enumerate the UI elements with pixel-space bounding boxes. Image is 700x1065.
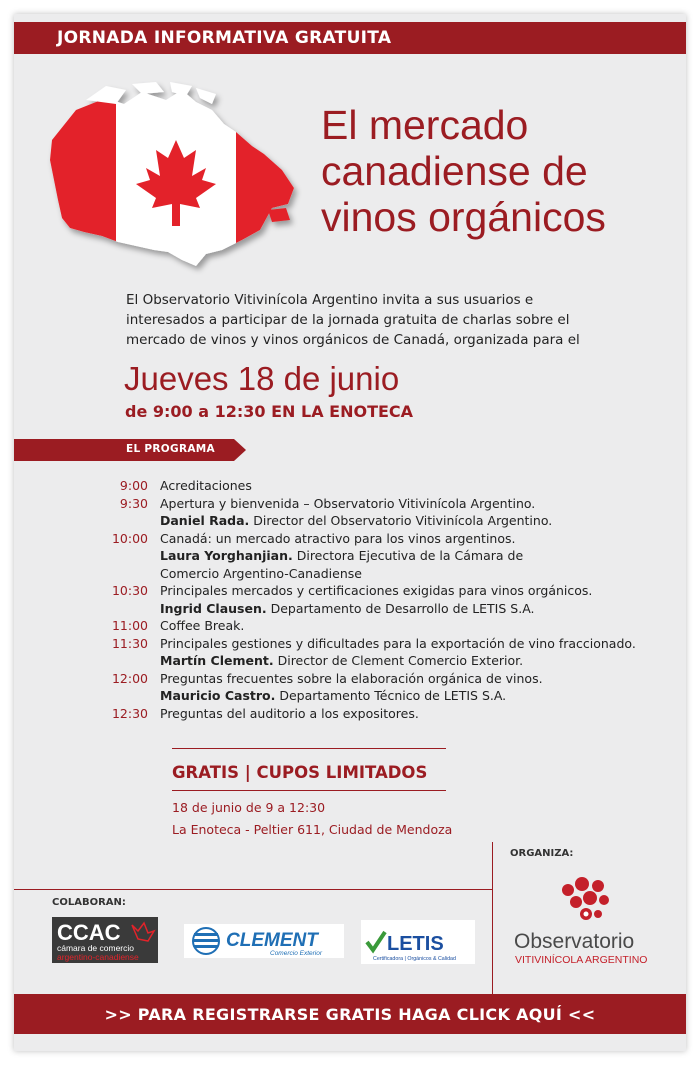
header-banner xyxy=(14,22,686,54)
speaker-name: Ingrid Clausen. xyxy=(160,600,267,616)
program-row xyxy=(104,582,684,600)
colaboran-label: COLABORAN: xyxy=(52,897,126,908)
program-time: 10:00 xyxy=(111,530,148,546)
program-time: 10:30 xyxy=(111,583,148,598)
observatorio-name: Observatorio xyxy=(514,930,635,953)
program-tab xyxy=(14,439,246,461)
program-row xyxy=(104,600,684,618)
ccac-line1: cámara de comercio xyxy=(57,943,135,953)
speaker-name: Martín Clement. xyxy=(160,653,274,668)
page-title xyxy=(321,102,681,240)
program-text: Director del Observatorio Vitivinícola Argentino. xyxy=(249,513,553,528)
intro-line: El Observatorio Vitivinícola Argentino invita a sus usuarios e xyxy=(126,292,534,308)
program-text: Departamento de Desarrollo de LETIS S.A. xyxy=(266,600,535,616)
register-cta-label: >> PARA REGISTRARSE GRATIS HAGA CLICK AQUÍ << xyxy=(104,1005,596,1024)
program-label: EL PROGRAMA xyxy=(126,443,215,455)
clement-sub: Comercio Exterior xyxy=(270,950,323,957)
program-text: Apertura y bienvenida – Observatorio Vitivinícola Argentino. xyxy=(160,495,536,511)
register-cta-button[interactable] xyxy=(14,994,686,1034)
program-description xyxy=(160,617,244,635)
program-text: Preguntas del auditorio a los expositores. xyxy=(160,705,419,721)
program-time xyxy=(104,652,160,670)
program-text: Director de Clement Comercio Exterior. xyxy=(273,653,524,668)
program-time: 9:30 xyxy=(119,495,148,511)
program-row xyxy=(104,705,684,723)
divider-vertical xyxy=(492,842,493,996)
program-time: 11:00 xyxy=(111,618,148,633)
canada-flag-map-image xyxy=(46,80,306,280)
speaker-name: Daniel Rada. xyxy=(160,513,250,528)
title-line: vinos orgánicos xyxy=(321,194,606,240)
program-description xyxy=(160,635,636,653)
ccac-line2: argentino-canadiense xyxy=(57,952,139,962)
program-text: Canadá: un mercado atractivo para los vinos argentinos. xyxy=(160,530,516,546)
program-time xyxy=(104,600,160,618)
ccac-logo[interactable] xyxy=(52,917,158,963)
program-row xyxy=(104,495,684,513)
program-text: Principales gestiones y dificultades para la exportación de vino fraccionado. xyxy=(160,635,636,651)
program-text: Preguntas frecuentes sobre la elaboración orgánica de vinos. xyxy=(160,670,543,686)
program-time xyxy=(104,512,160,530)
program-description xyxy=(160,652,523,670)
intro-line: interesados a participar de la jornada gratuita de charlas sobre el xyxy=(126,312,570,328)
program-description xyxy=(160,495,535,513)
speaker-name: Mauricio Castro. xyxy=(160,688,276,703)
program-time: 12:30 xyxy=(111,705,148,721)
program-text: Acreditaciones xyxy=(160,478,252,493)
program-text: Principales mercados y certificaciones exigidas para vinos orgánicos. xyxy=(160,583,593,598)
ccac-abbr: CCAC xyxy=(57,920,121,945)
program-time: 12:00 xyxy=(111,670,148,686)
program-time xyxy=(104,687,160,705)
program-row xyxy=(104,477,684,495)
event-date: Jueves 18 de junio xyxy=(124,360,400,397)
letis-name: LETIS xyxy=(387,933,444,955)
program-description xyxy=(160,670,543,688)
title-line: canadiense de xyxy=(321,148,588,194)
offer-headline: GRATIS | CUPOS LIMITADOS xyxy=(172,763,428,782)
program-row xyxy=(104,617,684,635)
divider xyxy=(172,748,446,749)
observatorio-logo[interactable] xyxy=(510,870,670,970)
program-description xyxy=(160,705,419,723)
program-time: 9:00 xyxy=(119,478,148,493)
flyer xyxy=(14,14,686,1051)
program-row xyxy=(104,512,684,530)
program-description xyxy=(160,530,515,548)
program-row xyxy=(104,565,684,583)
program-time xyxy=(104,565,160,583)
program-row xyxy=(104,687,684,705)
letis-logo[interactable] xyxy=(361,920,475,964)
intro-line: mercado de vinos y vinos orgánicos de Canadá, organizada para el xyxy=(126,332,580,348)
divider xyxy=(172,790,446,791)
program-time: 11:30 xyxy=(111,635,148,651)
observatorio-sub: VITIVINÍCOLA ARGENTINO xyxy=(515,954,648,966)
program-row xyxy=(104,530,684,548)
program-description xyxy=(160,582,592,600)
program-description xyxy=(160,600,535,618)
speaker-name: Laura Yorghanjian. xyxy=(160,548,293,563)
program-row xyxy=(104,670,684,688)
program-text: Departamento Técnico de LETIS S.A. xyxy=(275,688,507,703)
program-description xyxy=(160,477,252,495)
title-line: El mercado xyxy=(321,102,529,148)
program-row xyxy=(104,635,684,653)
program-time xyxy=(104,547,160,565)
clement-name: CLEMENT xyxy=(226,930,318,951)
program-description xyxy=(160,687,506,705)
offer-when: 18 de junio de 9 a 12:30 xyxy=(172,800,326,815)
program-text: Directora Ejecutiva de la Cámara de xyxy=(292,548,524,563)
offer-where: La Enoteca - Peltier 611, Ciudad de Mendoza xyxy=(172,822,453,837)
program-schedule xyxy=(104,477,684,722)
organiza-label: ORGANIZA: xyxy=(510,848,574,859)
divider xyxy=(14,889,493,890)
program-description xyxy=(160,547,523,565)
clement-logo[interactable] xyxy=(184,924,344,958)
program-text: Coffee Break. xyxy=(160,618,245,633)
event-time-place: de 9:00 a 12:30 EN LA ENOTECA xyxy=(125,402,414,421)
program-text: Comercio Argentino-Canadiense xyxy=(160,565,362,581)
program-row xyxy=(104,652,684,670)
header-banner-text: JORNADA INFORMATIVA GRATUITA xyxy=(57,28,392,48)
letis-sub: Certificadora | Orgánicos & Calidad xyxy=(373,956,456,962)
intro-paragraph xyxy=(126,290,676,350)
program-description xyxy=(160,512,552,530)
program-row xyxy=(104,547,684,565)
program-description xyxy=(160,565,362,583)
